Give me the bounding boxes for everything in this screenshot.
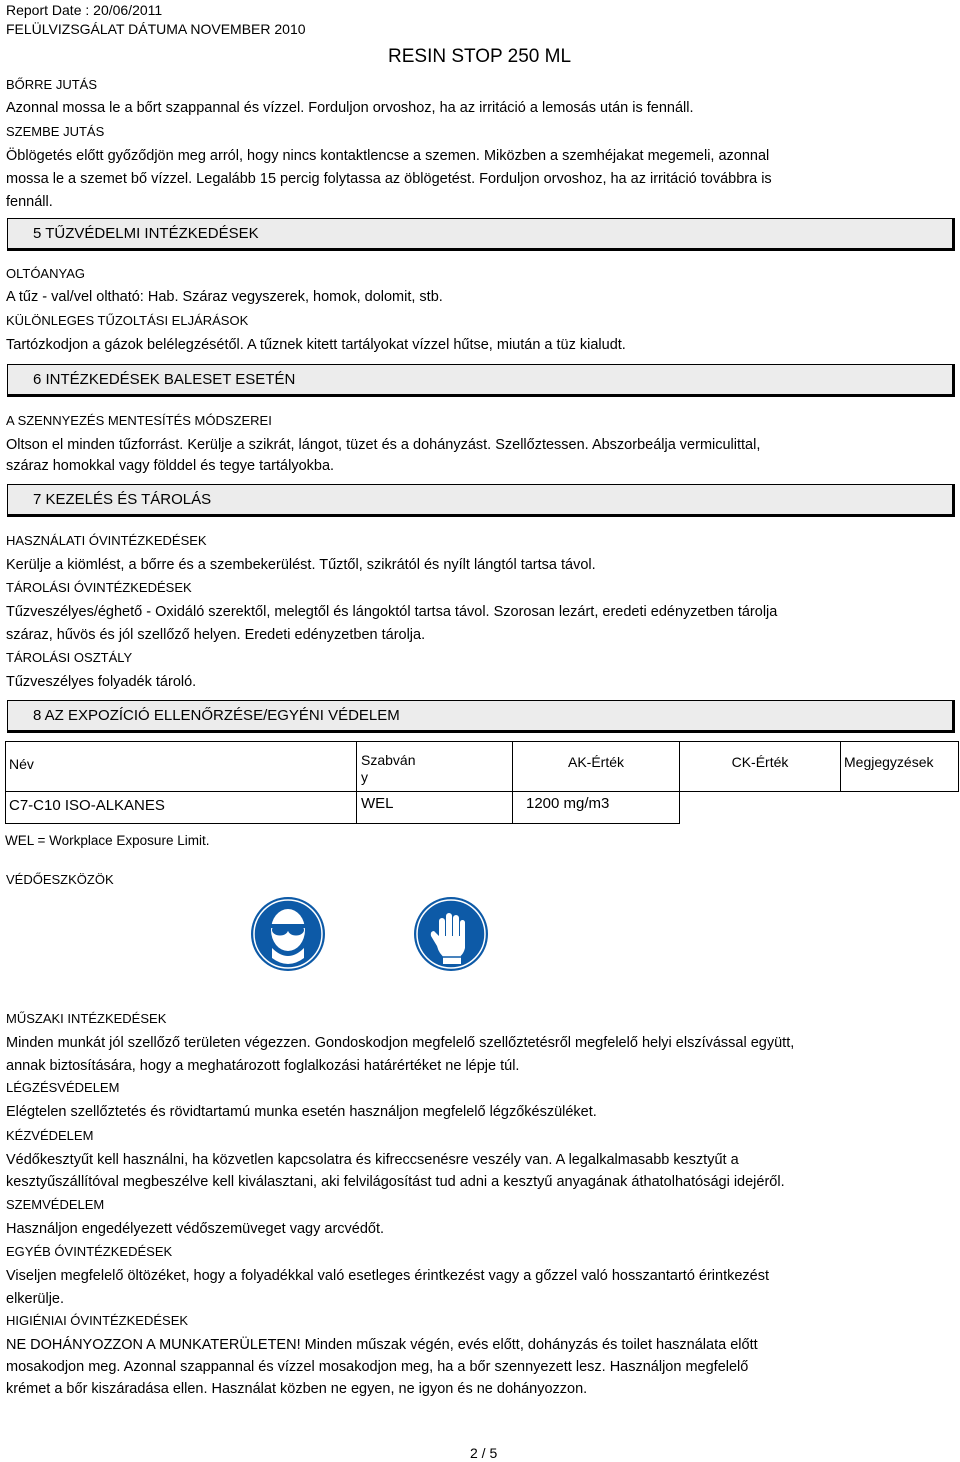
section-8-bar	[7, 700, 955, 733]
storage-class-heading: TÁROLÁSI OSZTÁLY	[6, 650, 133, 665]
skin-text: Azonnal mossa le a bőrt szappannal és vízzel. Forduljon orvoshoz, ha az irritáció a lemosás után is fennáll.	[6, 100, 694, 116]
section-7-bar	[7, 484, 955, 517]
page-number: 2 / 5	[470, 1445, 498, 1461]
eye-protection-heading: SZEMVÉDELEM	[6, 1197, 105, 1212]
section-5-title: 5 TŰZVÉDELMI INTÉZKEDÉSEK	[33, 225, 259, 242]
hygiene-line3: krémet a bőr kiszáradása ellen. Használat közben ne egyen, ne igyon és ne dohányozzon.	[6, 1381, 588, 1397]
section-6-title: 6 INTÉZKEDÉSEK BALESET ESETÉN	[33, 371, 296, 388]
extinguishing-media-heading: OLTÓANYAG	[6, 266, 85, 281]
section-7-title: 7 KEZELÉS ÉS TÁROLÁS	[33, 491, 212, 508]
table-cell: WEL	[357, 792, 513, 824]
table-cell: 1200 mg/m3	[513, 792, 680, 824]
extinguishing-media-text: A tűz - val/vel oltható: Hab. Száraz vegyszerek, homok, dolomit, stb.	[6, 289, 443, 305]
product-title: RESIN STOP 250 ML	[388, 46, 572, 67]
hand-protection-heading: KÉZVÉDELEM	[6, 1128, 94, 1143]
cleanup-line2: száraz homokkal vagy földdel és tegye tartályokba.	[6, 458, 335, 474]
engineering-line1: Minden munkát jól szellőző területen végezzen. Gondoskodjon megfelelő szellőztetésről megfelelő helyi elszívással együtt,	[6, 1035, 795, 1051]
report-date: Report Date : 20/06/2011	[6, 2, 163, 18]
table-header-row	[6, 742, 959, 792]
storage-line1: Tűzveszélyes/éghető - Oxidáló szerektől, melegtől és lángoktól tartsa távol. Szorosan lezárt, eredeti edényzetben tárolja	[6, 604, 778, 620]
eye-contact-line1: Öblögetés előtt győződjön meg arról, hogy nincs kontaktlencse a szemen. Miközben a szemhéjakat megemeli, azonnal	[6, 148, 770, 164]
storage-heading: TÁROLÁSI ÓVINTÉZKEDÉSEK	[6, 580, 192, 595]
table-header-cell: AK-Érték	[513, 742, 680, 792]
respiratory-text: Elégtelen szellőztetés és rövidtartamú munka esetén használjon megfelelő légzőkészüléket.	[6, 1104, 597, 1120]
engineering-heading: MŰSZAKI INTÉZKEDÉSEK	[6, 1011, 167, 1026]
eye-contact-heading: SZEMBE JUTÁS	[6, 124, 105, 139]
skin-heading: BŐRRE JUTÁS	[6, 77, 98, 92]
cleanup-line1: Oltson el minden tűzforrást. Kerülje a szikrát, lángot, tüzet és a dohányzást. Szellőztessen. Abszorbeálja vermiculittal,	[6, 437, 761, 453]
engineering-line2: annak biztosítására, hogy a meghatározott foglalkozási határértéket ne lépje túl.	[6, 1058, 520, 1074]
firefighting-heading: KÜLÖNLEGES TŰZOLTÁSI ELJÁRÁSOK	[6, 313, 249, 328]
hand-protection-line2: kesztyűszállítóval megbeszélve kell kiválasztani, aki felvilágosítást tud adni a kesztyű anyagának áthatolhatósági idejéről.	[6, 1174, 785, 1190]
table-header-cell: CK-Érték	[680, 742, 841, 792]
storage-class-text: Tűzveszélyes folyadék tároló.	[6, 674, 197, 690]
wel-note: WEL = Workplace Exposure Limit.	[5, 833, 210, 848]
cleanup-heading: A SZENNYEZÉS MENTESÍTÉS MÓDSZEREI	[6, 413, 272, 428]
eye-protection-text: Használjon engedélyezett védőszemüveget vagy arcvédőt.	[6, 1221, 385, 1237]
goggles-icon	[250, 896, 326, 977]
hand-protection-line1: Védőkesztyűt kell használni, ha közvetlen kapcsolatra és kifreccsenésre veszély van. A legalkalmasabb kesztyűt a	[6, 1152, 739, 1168]
eye-contact-line3: fennáll.	[6, 194, 53, 210]
table-header-cell: Név	[6, 742, 357, 792]
table-cell	[841, 792, 959, 824]
firefighting-text: Tartózkodjon a gázok belélegzésétől. A tűznek kitett tartályokat vízzel hűtse, miután a tüz kialudt.	[6, 337, 626, 353]
section-8-title: 8 AZ EXPOZÍCIÓ ELLENŐRZÉSE/EGYÉNI VÉDELEM	[33, 707, 400, 724]
eye-contact-line2: mossa le a szemet bő vízzel. Legalább 15 percig folytassa az öblögetést. Forduljon orvoshoz, ha az irritáció továbbra is	[6, 171, 772, 187]
other-precautions-line2: elkerülje.	[6, 1291, 65, 1307]
other-precautions-heading: EGYÉB ÓVINTÉZKEDÉSEK	[6, 1244, 173, 1259]
handling-heading: HASZNÁLATI ÓVINTÉZKEDÉSEK	[6, 533, 207, 548]
section-6-bar	[7, 364, 955, 397]
other-precautions-line1: Viseljen megfelelő öltözéket, hogy a folyadékkal való esetleges érintkezést vagy a gőzzel való hosszantartó érintkezést	[6, 1268, 770, 1284]
hygiene-line1: NE DOHÁNYOZZON A MUNKATERÜLETEN! Minden műszak végén, evés előtt, dohányzás és toilet használata előtt	[6, 1337, 758, 1353]
ppe-heading: VÉDŐESZKÖZÖK	[6, 872, 114, 887]
table-row	[6, 792, 959, 824]
table-header-cell: Szabván y	[357, 742, 513, 792]
hygiene-line2: mosakodjon meg. Azonnal szappannal és vízzel mosakodjon meg, ha a bőr szennyezett lesz. Használjon megfelelő	[6, 1359, 749, 1375]
review-date: FELÜLVIZSGÁLAT DÁTUMA NOVEMBER 2010	[6, 21, 306, 37]
respiratory-heading: LÉGZÉSVÉDELEM	[6, 1080, 120, 1095]
storage-line2: száraz, hűvös és jól szellőző helyen. Eredeti edényzetben tárolja.	[6, 627, 426, 643]
table-cell: C7-C10 ISO-ALKANES	[6, 792, 357, 824]
table-header-cell: Megjegyzések	[841, 742, 959, 792]
exposure-table	[5, 741, 959, 824]
handling-text: Kerülje a kiömlést, a bőrre és a szembekerülést. Tűztől, szikrától és nyílt lángtól tartsa távol.	[6, 557, 596, 573]
hygiene-heading: HIGIÉNIAI ÓVINTÉZKEDÉSEK	[6, 1313, 189, 1328]
gloves-icon	[413, 896, 489, 977]
section-5-bar	[7, 218, 955, 251]
table-cell	[680, 792, 841, 824]
